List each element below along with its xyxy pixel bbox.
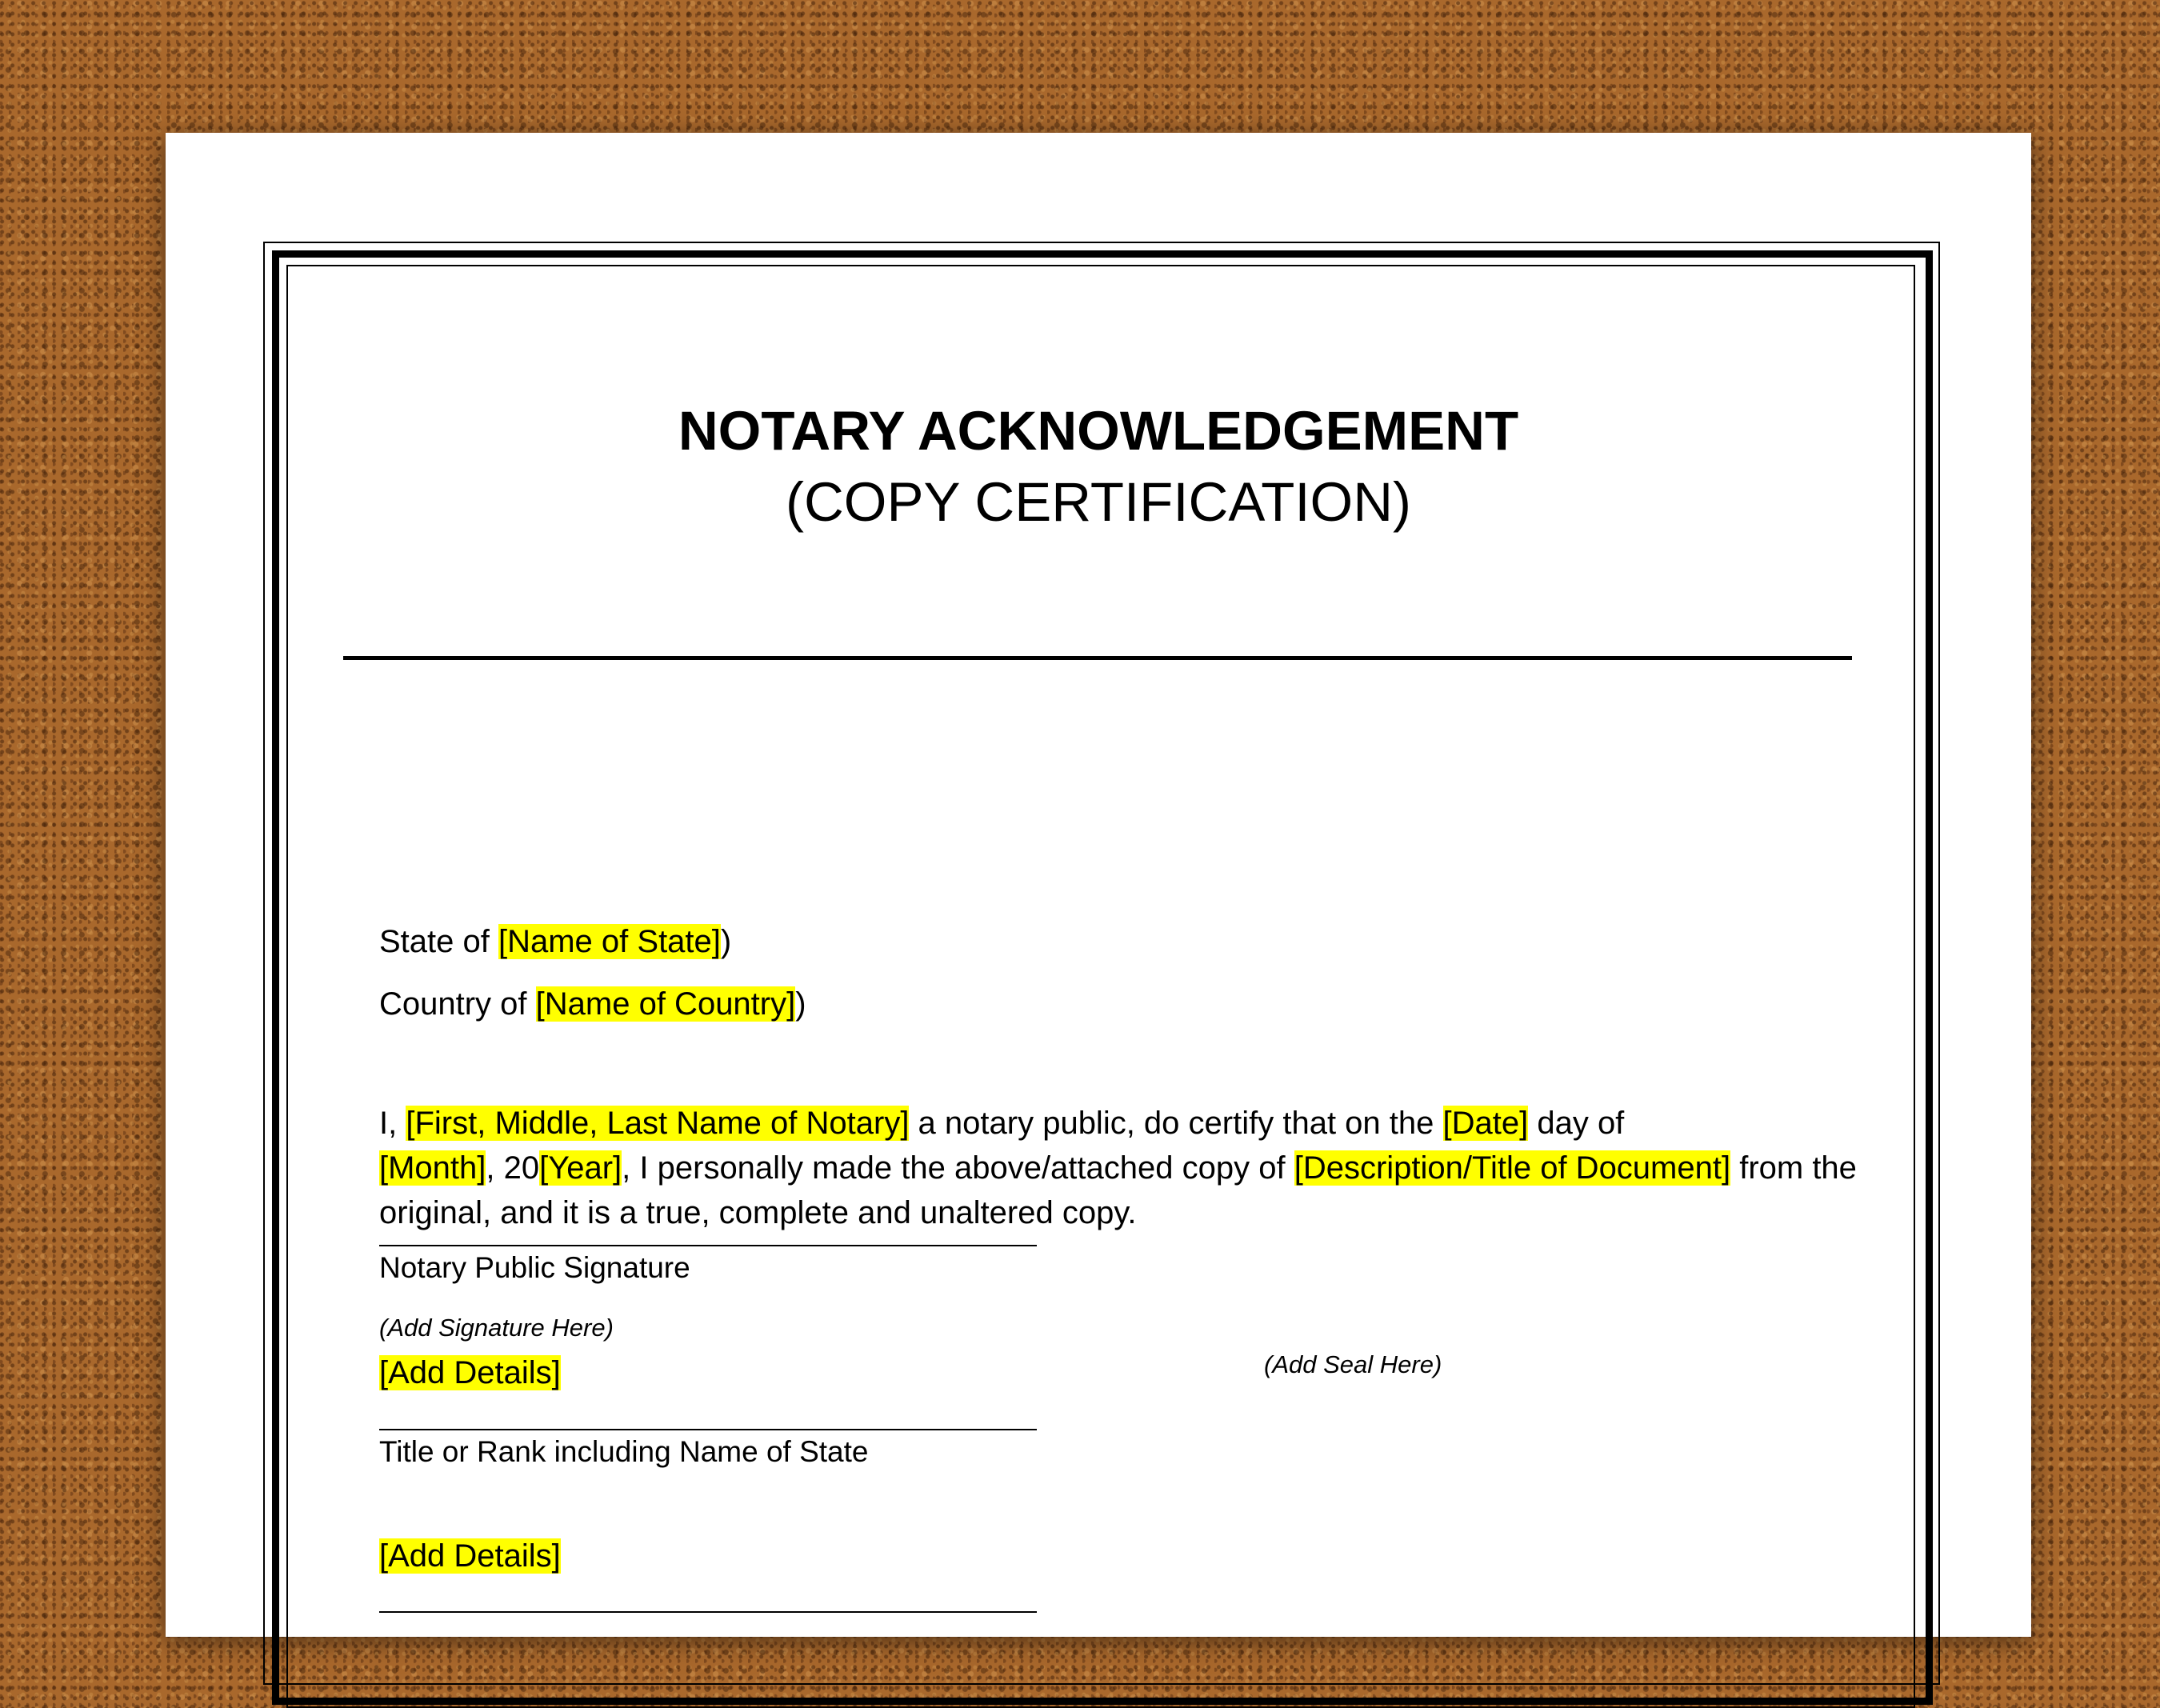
signature-caption: Notary Public Signature (379, 1251, 690, 1284)
country-label: Country of (379, 986, 536, 1022)
state-line (379, 926, 731, 958)
country-suffix: ) (795, 986, 806, 1022)
year-placeholder[interactable]: [Year] (539, 1150, 622, 1186)
certification-paragraph (379, 1101, 1947, 1235)
document-title: NOTARY ACKNOWLEDGEMENT (678, 400, 1519, 462)
state-placeholder[interactable]: [Name of State] (498, 924, 721, 959)
signature-line[interactable] (379, 1245, 1037, 1246)
details-highlight[interactable]: [Add Details] (379, 1538, 561, 1574)
state-suffix: ) (720, 924, 732, 959)
bottom-line[interactable] (379, 1611, 1037, 1613)
country-placeholder[interactable]: [Name of Country] (535, 986, 796, 1022)
cert-text: day of (1528, 1106, 1625, 1141)
title-divider (343, 656, 1852, 660)
details-placeholder-1 (379, 1357, 561, 1389)
details-highlight[interactable]: [Add Details] (379, 1355, 561, 1390)
cert-text: , 20 (486, 1150, 540, 1186)
cert-text: a notary public, do certify that on the (909, 1106, 1443, 1141)
state-label: State of (379, 924, 498, 959)
month-placeholder[interactable]: [Month] (379, 1150, 486, 1186)
country-line (379, 988, 806, 1020)
cert-text: , I personally made the above/attached copy of (622, 1150, 1294, 1186)
document-page (166, 133, 2031, 1637)
document-subtitle: (COPY CERTIFICATION) (785, 471, 1412, 533)
title-line[interactable] (379, 1429, 1037, 1430)
cert-text: I, (379, 1106, 406, 1141)
document-description-placeholder[interactable]: [Description/Title of Document] (1294, 1150, 1731, 1186)
cert-text: from the original, and it is a true, complete and unaltered copy. (379, 1150, 1857, 1230)
signature-hint: (Add Signature Here) (379, 1314, 614, 1342)
notary-name-placeholder[interactable]: [First, Middle, Last Name of Notary] (406, 1106, 910, 1141)
title-caption: Title or Rank including Name of State (379, 1435, 869, 1468)
details-placeholder-2 (379, 1540, 561, 1572)
date-placeholder[interactable]: [Date] (1442, 1106, 1529, 1141)
seal-hint: (Add Seal Here) (1264, 1350, 1442, 1378)
